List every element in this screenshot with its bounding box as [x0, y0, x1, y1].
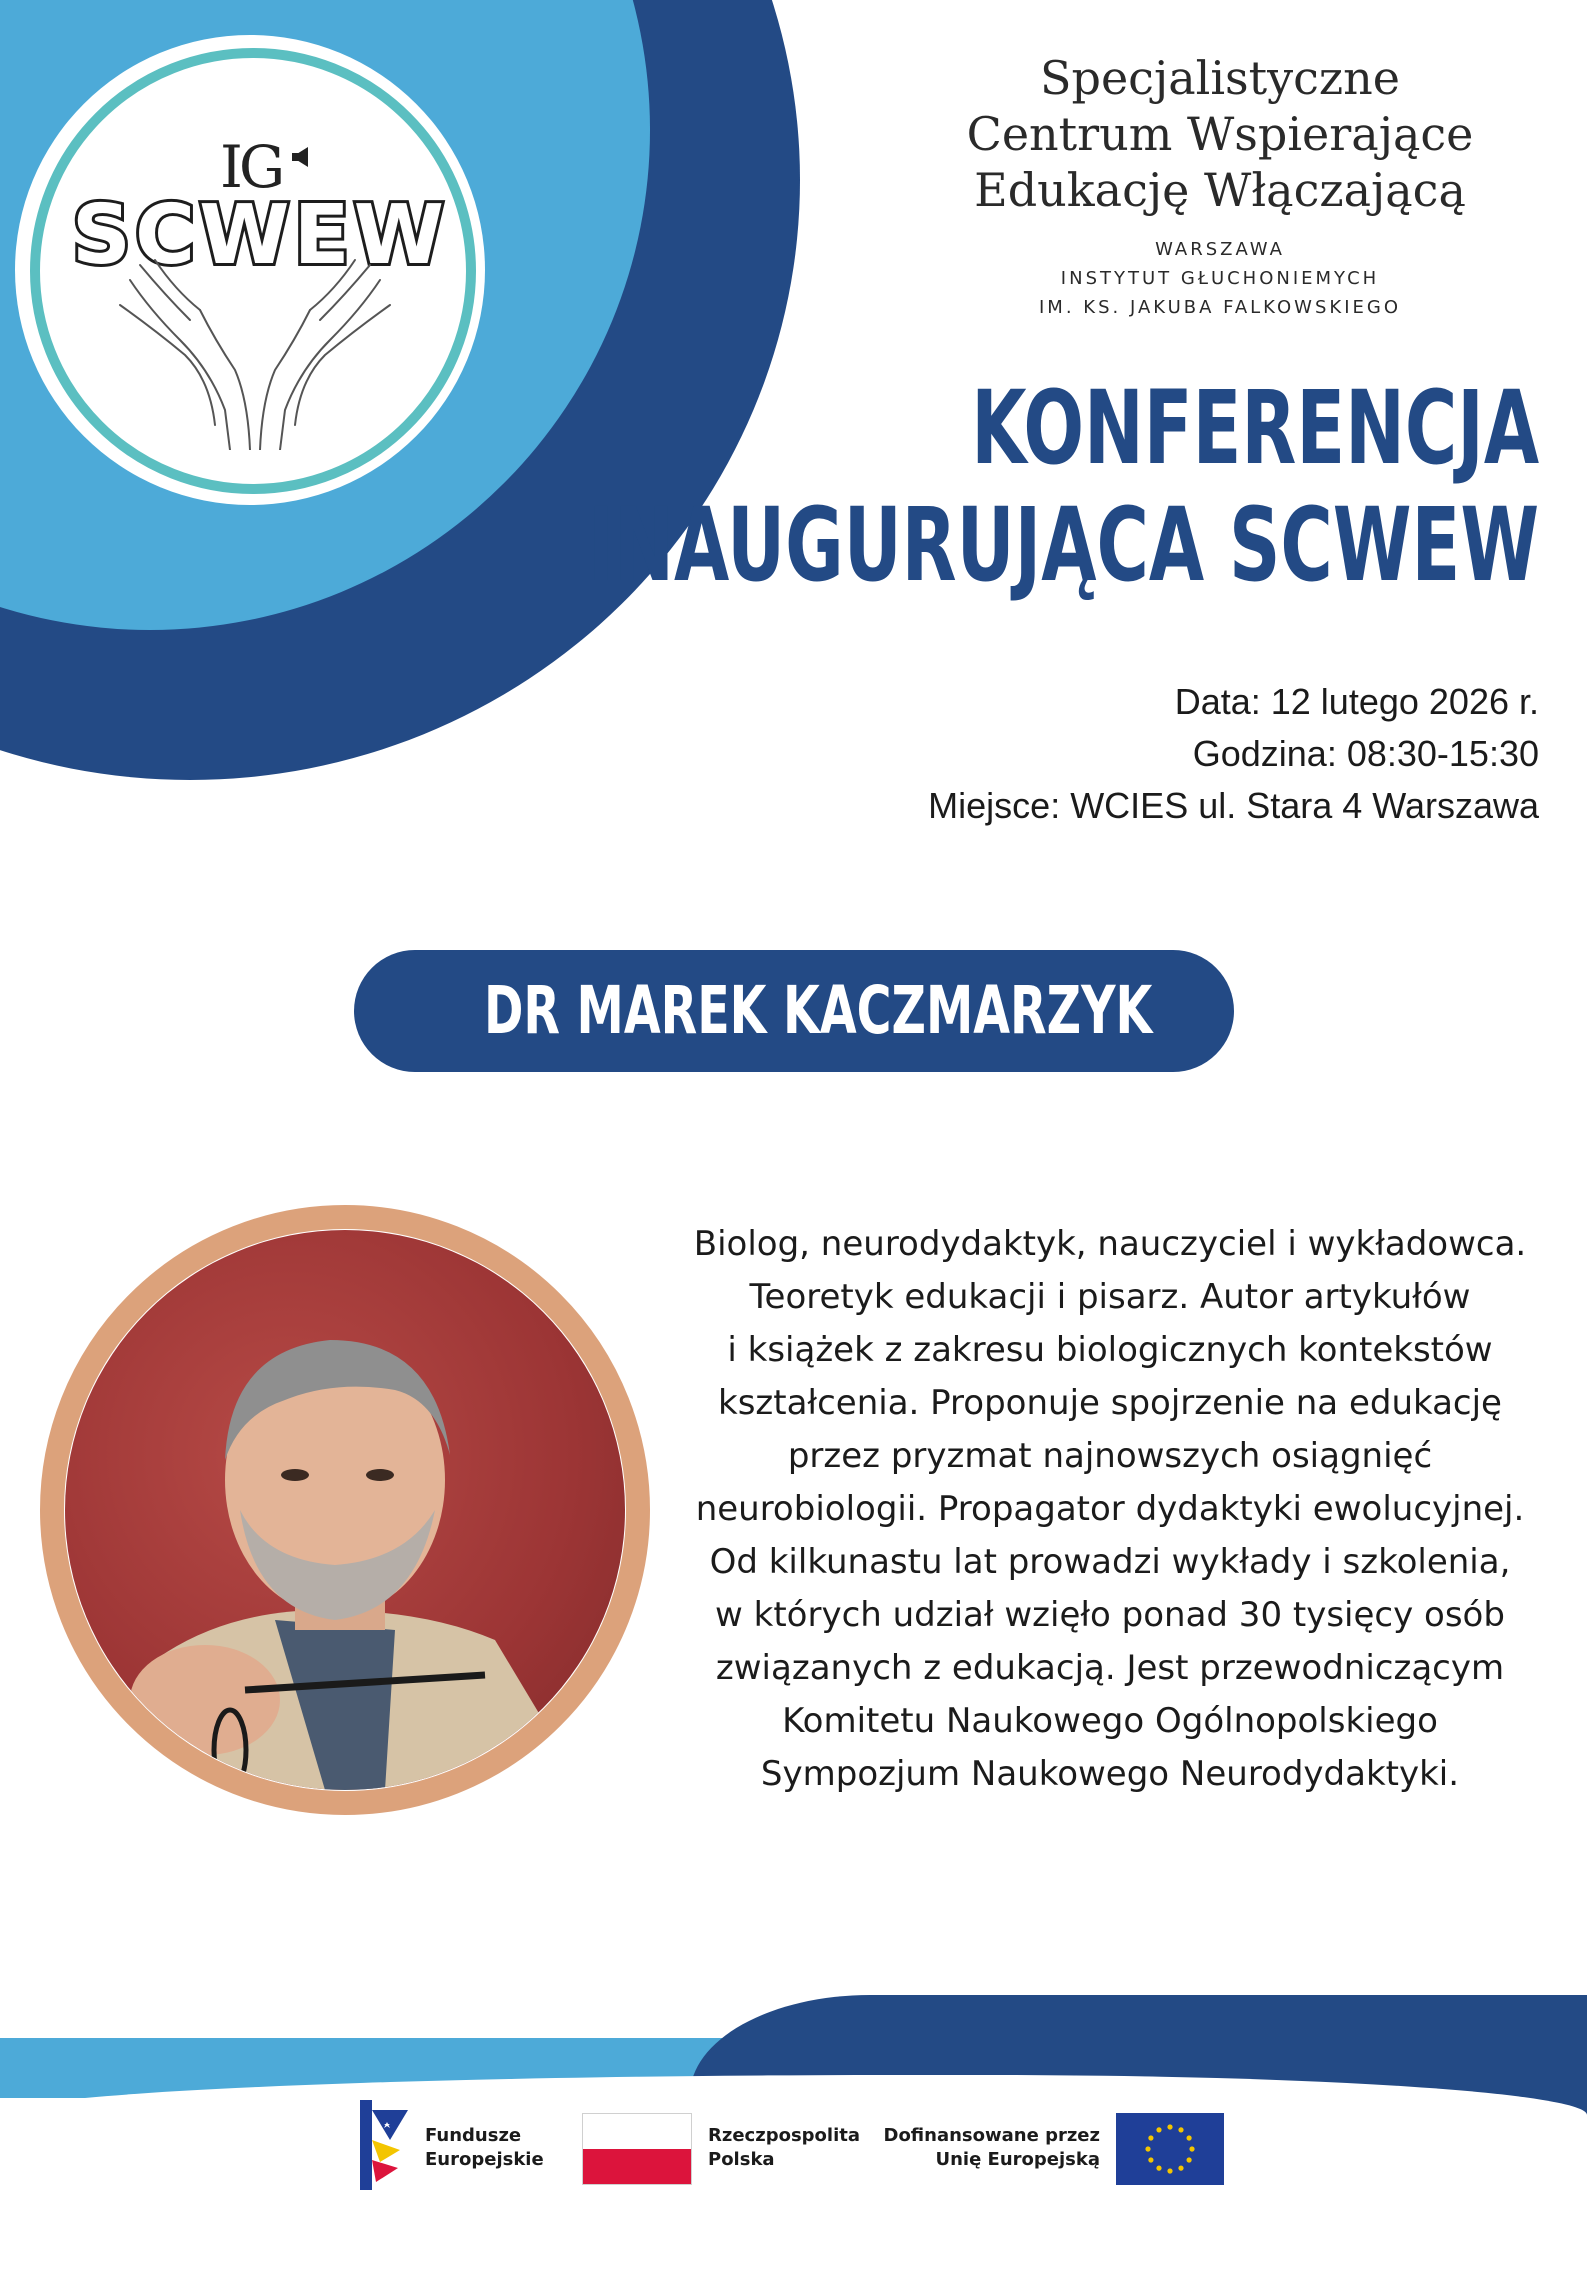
eu-star — [1167, 2168, 1172, 2173]
eu-label-line: Dofinansowane przez — [883, 2125, 1100, 2146]
bio-line: Komitetu Naukowego Ogólnopolskiego — [782, 1701, 1438, 1741]
eu-star — [1148, 2157, 1153, 2162]
bio-line: Biolog, neurodydaktyk, nauczyciel i wykładowca. — [693, 1224, 1527, 1264]
speaker-portrait — [65, 1230, 625, 1790]
eu-star — [1178, 2166, 1183, 2171]
bio-line: neurobiologii. Propagator dydaktyki ewolucyjnej. — [695, 1489, 1525, 1529]
fundusze-europejskie-icon — [360, 2100, 410, 2190]
organization-name-line: Specjalistyczne — [1040, 51, 1400, 105]
bio-line: przez pryzmat najnowszych osiągnięć — [787, 1436, 1433, 1476]
speaker-name — [354, 950, 1234, 1072]
polish-flag-icon — [582, 2113, 692, 2185]
bio-line: w których udział wzięło ponad 30 tysięcy osób — [715, 1595, 1505, 1635]
event-date: Data: 12 lutego 2026 r. — [1174, 681, 1539, 722]
event-title-line: INAUGURUJĄCA SCWEW — [587, 486, 1539, 605]
event-title-line: KONFERENCJA — [971, 369, 1539, 488]
rzeczpospolita-label — [708, 2124, 860, 2172]
eu-label-line: Unię Europejską — [935, 2149, 1100, 2170]
pl-label-line: Rzeczpospolita — [708, 2125, 860, 2146]
bio-line: Sympozjum Naukowego Neurodydaktyki. — [760, 1754, 1460, 1794]
bio-line: kształcenia. Proponuje spojrzenie na edukację — [718, 1383, 1502, 1423]
bio-line: związanych z edukacją. Jest przewodniczącym — [715, 1648, 1505, 1688]
bio-line: Teoretyk edukacji i pisarz. Autor artykułów — [749, 1277, 1471, 1317]
organization-name-line: Edukację Włączającą — [974, 163, 1466, 217]
speaker-bio — [660, 1218, 1560, 1801]
eu-star — [1145, 2146, 1150, 2151]
logo-monogram: IG — [220, 133, 282, 201]
organization-subtitle-line: IM. KS. JAKUBA FALKOWSKIEGO — [1039, 297, 1401, 318]
footer-band — [0, 2075, 1587, 2275]
event-place: Miejsce: WCIES ul. Stara 4 Warszawa — [928, 785, 1539, 826]
event-details — [928, 676, 1539, 832]
organization-name-line: Centrum Wspierające — [966, 107, 1474, 161]
bio-line: Od kilkunastu lat prowadzi wykłady i szkolenia, — [709, 1542, 1511, 1582]
portrait-illustration — [65, 1230, 625, 1790]
bio-line: i książek z zakresu biologicznych kontekstów — [727, 1330, 1493, 1370]
eu-flag-icon — [1116, 2113, 1224, 2185]
event-title — [588, 370, 1539, 604]
eu-star — [1178, 2127, 1183, 2132]
eu-star — [1189, 2146, 1194, 2151]
eu-star — [1167, 2124, 1172, 2129]
organization-subtitle — [960, 235, 1480, 322]
eu-star — [1156, 2127, 1161, 2132]
logo-wordmark: SCWEW — [71, 188, 449, 283]
eu-star — [1187, 2135, 1192, 2140]
eu-star — [1148, 2135, 1153, 2140]
eu-star — [1156, 2166, 1161, 2171]
fundusze-europejskie-label — [425, 2124, 544, 2172]
organization-name — [960, 50, 1480, 218]
speaker-name-text: DR MAREK KACZMARZYK — [483, 972, 1153, 1049]
pl-label-line: Polska — [708, 2149, 775, 2170]
eu-star — [1187, 2157, 1192, 2162]
organization-subtitle-line: INSTYTUT GŁUCHONIEMYCH — [1060, 268, 1380, 289]
eu-funding-label — [880, 2124, 1100, 2172]
event-time: Godzina: 08:30-15:30 — [1192, 733, 1539, 774]
organization-subtitle-line: WARSZAWA — [1155, 239, 1285, 260]
fe-label-line: Fundusze — [425, 2125, 522, 2146]
hands-icon — [110, 250, 400, 450]
fe-label-line: Europejskie — [425, 2149, 544, 2170]
